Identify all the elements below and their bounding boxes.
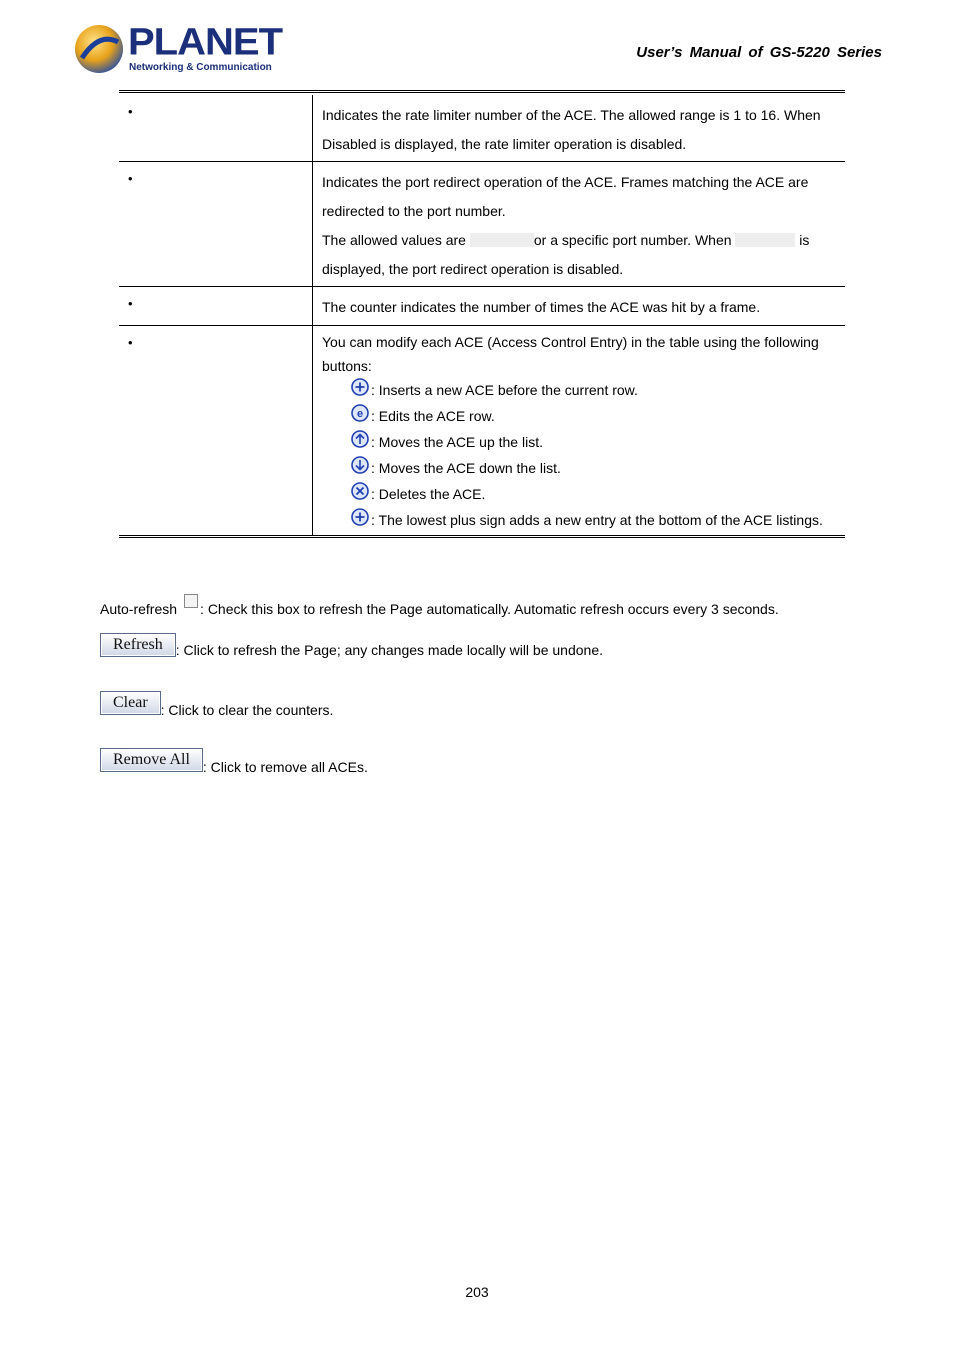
remove-all-desc: : Click to remove all ACEs. (202, 759, 368, 775)
button-desc-line: : Deletes the ACE. (351, 481, 845, 507)
table-row (119, 90, 845, 161)
remove-all-line (100, 748, 368, 775)
row-text: Disabled is displayed, the rate limiter operation is disabled. (322, 136, 687, 152)
plus-circle-icon (351, 508, 369, 526)
delete-circle-icon (351, 482, 369, 500)
button-desc-line: : Inserts a new ACE before the current row. (351, 377, 845, 403)
button-desc-line: e : Edits the ACE row. (351, 403, 845, 429)
plus-circle-icon (351, 378, 369, 396)
row-text: The allowed values are or a specific port number. When is (322, 232, 810, 248)
button-desc-line: : The lowest plus sign adds a new entry at the bottom of the ACE listings. (351, 507, 845, 533)
row-text: Indicates the rate limiter number of the ACE. The allowed range is 1 to 16. When (322, 107, 821, 123)
table-row (119, 325, 845, 538)
row-text: redirected to the port number. (322, 203, 506, 219)
row-text: You can modify each ACE (Access Control Entry) in the table using the following (322, 334, 819, 350)
bullet: • (128, 335, 133, 350)
svg-text:e: e (356, 408, 364, 420)
clear-line (100, 691, 334, 718)
globe-icon (75, 25, 123, 73)
bullet: • (128, 104, 133, 119)
remove-all-button[interactable]: Remove All (100, 748, 203, 772)
up-arrow-circle-icon (351, 430, 369, 448)
refresh-desc: : Click to refresh the Page; any changes made locally will be undone. (175, 642, 604, 658)
clear-desc: : Click to clear the counters. (160, 702, 334, 718)
button-desc-line: : Moves the ACE up the list. (351, 429, 845, 455)
row-text: Indicates the port redirect operation of the ACE. Frames matching the ACE are (322, 174, 809, 190)
page-number: 203 (465, 1284, 489, 1300)
table-row (119, 161, 845, 286)
table-row (119, 286, 845, 325)
refresh-line (100, 633, 603, 657)
edit-circle-icon (351, 404, 369, 422)
down-arrow-circle-icon (351, 456, 369, 474)
auto-refresh-line (100, 594, 779, 617)
ace-field-table (119, 90, 845, 538)
row-text: buttons: (322, 358, 372, 374)
bullet: • (128, 171, 133, 186)
auto-refresh-desc: : Check this box to refresh the Page automatically. Automatic refresh occurs every 3 seconds. (200, 601, 779, 617)
row-text: displayed, the port redirect operation is disabled. (322, 261, 624, 277)
logo-tagline: Networking & Communication (129, 62, 272, 73)
logo-wordmark: PLANET (128, 21, 282, 63)
redacted-value (470, 233, 534, 247)
auto-refresh-checkbox[interactable] (184, 594, 198, 608)
row-text: The counter indicates the number of times the ACE was hit by a frame. (322, 299, 761, 315)
redacted-value (735, 233, 795, 247)
bullet: • (128, 296, 133, 311)
manual-title: User’s Manual of GS-5220 Series (636, 44, 882, 61)
clear-button[interactable]: Clear (100, 691, 161, 715)
button-desc-line: : Moves the ACE down the list. (351, 455, 845, 481)
auto-refresh-label: Auto-refresh (100, 601, 178, 617)
refresh-button[interactable]: Refresh (100, 633, 176, 657)
